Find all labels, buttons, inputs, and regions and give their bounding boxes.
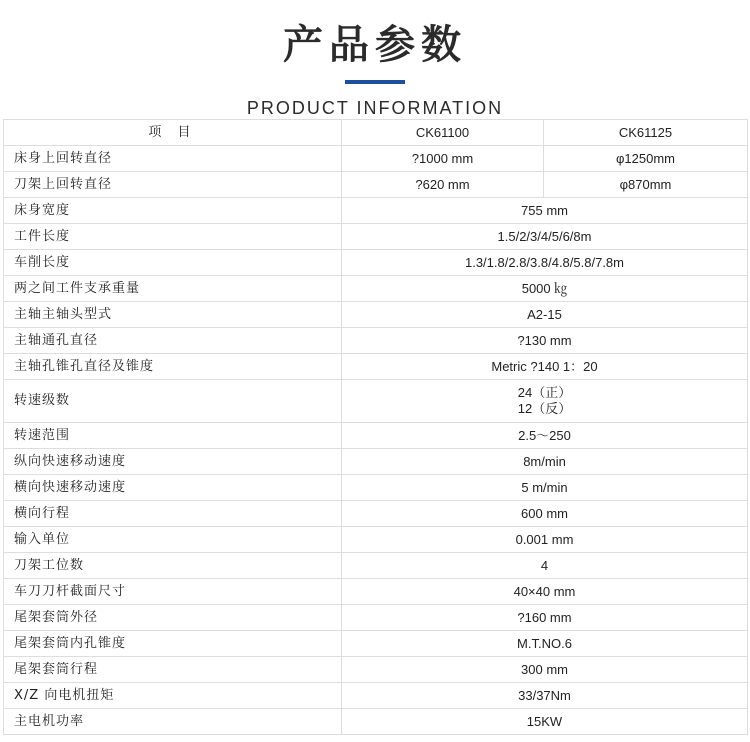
- table-row: [4, 553, 748, 579]
- row-label: 主轴通孔直径: [4, 328, 342, 354]
- row-value-model-2: φ1250mm: [544, 146, 748, 172]
- header-model-1: CK61100: [342, 120, 544, 146]
- table-row: [4, 527, 748, 553]
- row-label: 主轴孔锥孔直径及锥度: [4, 354, 342, 380]
- row-value: [342, 380, 748, 423]
- table-row: [4, 579, 748, 605]
- row-value: Metric ?140 1：20: [342, 354, 748, 380]
- row-value: M.T.NO.6: [342, 631, 748, 657]
- table-row: [4, 475, 748, 501]
- table-row: [4, 354, 748, 380]
- row-label: 尾架套筒行程: [4, 657, 342, 683]
- row-label: 工件长度: [4, 224, 342, 250]
- row-value: 5000 ㎏: [342, 276, 748, 302]
- title-underline: [345, 80, 405, 84]
- row-value: ?160 mm: [342, 605, 748, 631]
- row-value: 5 m/min: [342, 475, 748, 501]
- table-row: [4, 605, 748, 631]
- table-row: [4, 146, 748, 172]
- row-label: 尾架套筒外径: [4, 605, 342, 631]
- table-header-row: [4, 120, 748, 146]
- row-value: 1.5/2/3/4/5/6/8m: [342, 224, 748, 250]
- speed-steps-forward: 24（正）: [517, 385, 572, 400]
- table-row: [4, 276, 748, 302]
- table-row: [4, 423, 748, 449]
- table-row: [4, 198, 748, 224]
- row-label: 两之间工件支承重量: [4, 276, 342, 302]
- row-label: X/Z 向电机扭矩: [4, 683, 342, 709]
- row-value-model-1: ?1000 mm: [342, 146, 544, 172]
- row-label: 转速范围: [4, 423, 342, 449]
- row-value: 0.001 mm: [342, 527, 748, 553]
- row-label: 主电机功率: [4, 709, 342, 735]
- row-value: 15KW: [342, 709, 748, 735]
- table-row: [4, 380, 748, 423]
- row-label: 床身上回转直径: [4, 146, 342, 172]
- row-label: 车削长度: [4, 250, 342, 276]
- row-value: ?130 mm: [342, 328, 748, 354]
- row-label: 床身宽度: [4, 198, 342, 224]
- row-label: 尾架套筒内孔锥度: [4, 631, 342, 657]
- page-subtitle: PRODUCT INFORMATION: [246, 98, 504, 118]
- row-value: 8m/min: [342, 449, 748, 475]
- table-row: [4, 328, 748, 354]
- row-label: 刀架工位数: [4, 553, 342, 579]
- row-value: 33/37Nm: [342, 683, 748, 709]
- row-value-model-2: φ870mm: [544, 172, 748, 198]
- row-value: A2-15: [342, 302, 748, 328]
- row-label: 输入单位: [4, 527, 342, 553]
- table-row: [4, 657, 748, 683]
- table-row: [4, 449, 748, 475]
- row-value: 600 mm: [342, 501, 748, 527]
- row-label: 车刀刀杆截面尺寸: [4, 579, 342, 605]
- row-value: 755 mm: [342, 198, 748, 224]
- row-value-model-1: ?620 mm: [342, 172, 544, 198]
- row-label: 纵向快速移动速度: [4, 449, 342, 475]
- row-value: 40×40 mm: [342, 579, 748, 605]
- row-value: 2.5～250: [342, 423, 748, 449]
- page-title: 产品参数: [283, 22, 467, 68]
- table-row: [4, 302, 748, 328]
- table-row: [4, 631, 748, 657]
- row-value: 4: [342, 553, 748, 579]
- row-label: 转速级数: [4, 380, 342, 423]
- row-label: 横向行程: [4, 501, 342, 527]
- speed-steps-reverse: 12（反）: [517, 401, 572, 416]
- table-row: [4, 250, 748, 276]
- row-label: 刀架上回转直径: [4, 172, 342, 198]
- table-row: [4, 172, 748, 198]
- table-row: [4, 224, 748, 250]
- table-row: [4, 501, 748, 527]
- row-value: 1.3/1.8/2.8/3.8/4.8/5.8/7.8m: [342, 250, 748, 276]
- table-row: [4, 709, 748, 735]
- table-row: [4, 683, 748, 709]
- row-label: 横向快速移动速度: [4, 475, 342, 501]
- spec-table: [3, 119, 748, 735]
- row-label: 主轴主轴头型式: [4, 302, 342, 328]
- header-model-2: CK61125: [544, 120, 748, 146]
- row-value: 300 mm: [342, 657, 748, 683]
- header-item: 项 目: [4, 120, 342, 146]
